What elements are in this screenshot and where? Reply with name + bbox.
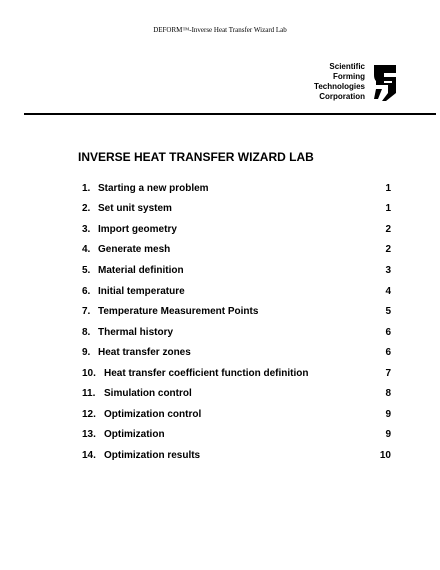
- toc-page-number: 5: [385, 306, 391, 318]
- toc-number: 9.: [82, 347, 91, 359]
- toc-page-number: 10: [379, 449, 391, 461]
- toc-page-number: 2: [385, 244, 391, 256]
- company-name-line: Corporation: [319, 92, 365, 101]
- toc-page-number: 1: [385, 182, 391, 194]
- toc-number: 12.: [82, 408, 96, 420]
- toc-label: Optimization results: [104, 449, 201, 461]
- toc-entry: [82, 404, 391, 425]
- toc-label: Temperature Measurement Points: [98, 306, 259, 318]
- toc-number: 11.: [82, 388, 96, 400]
- toc-page-number: 6: [385, 347, 391, 359]
- toc-entry: [82, 363, 391, 384]
- toc-label: Optimization control: [104, 408, 202, 420]
- toc-label: Material definition: [98, 264, 184, 276]
- toc-number: 10.: [82, 367, 96, 379]
- toc-label: Optimization: [104, 429, 165, 441]
- toc-entry: [82, 281, 391, 302]
- toc-entry: [82, 260, 391, 281]
- toc-number: 2.: [82, 203, 91, 215]
- toc-entry: [82, 219, 391, 240]
- toc-entry: [82, 178, 391, 199]
- company-logo: [300, 60, 400, 108]
- toc-label: Generate mesh: [98, 244, 171, 256]
- sftc-s-logo-icon: [372, 63, 398, 103]
- toc-number: 4.: [82, 244, 91, 256]
- toc-entry: [82, 199, 391, 220]
- toc-number: 3.: [82, 223, 91, 235]
- toc-page-number: 9: [385, 429, 391, 441]
- toc-page-number: 7: [385, 367, 391, 379]
- toc-label: Initial temperature: [98, 285, 185, 297]
- toc-number: 14.: [82, 449, 96, 461]
- running-header: DEFORM™-Inverse Heat Transfer Wizard Lab: [153, 26, 287, 34]
- company-name-line: Forming: [333, 72, 365, 81]
- toc-label: Heat transfer coefficient function definition: [104, 367, 309, 379]
- toc-entry: [82, 342, 391, 363]
- toc-number: 8.: [82, 326, 91, 338]
- header-divider: [24, 113, 436, 115]
- toc-number: 7.: [82, 306, 91, 318]
- toc-entry: [82, 425, 391, 446]
- toc-number: 5.: [82, 264, 91, 276]
- toc-page-number: 3: [385, 264, 391, 276]
- toc-entry: [82, 383, 391, 404]
- toc-label: Import geometry: [98, 223, 177, 235]
- toc-page-number: 6: [385, 326, 391, 338]
- toc-page-number: 9: [385, 408, 391, 420]
- toc-entry: [82, 322, 391, 343]
- toc-entry: [82, 445, 391, 466]
- toc-label: Thermal history: [98, 326, 174, 338]
- toc-entry: [82, 301, 391, 322]
- toc-entry: [82, 240, 391, 261]
- toc-number: 13.: [82, 429, 96, 441]
- toc-label: Starting a new problem: [98, 182, 209, 194]
- document-title: INVERSE HEAT TRANSFER WIZARD LAB: [78, 150, 314, 164]
- toc-number: 6.: [82, 285, 91, 297]
- company-name-line: Technologies: [314, 82, 365, 91]
- toc-page-number: 1: [385, 203, 391, 215]
- toc-label: Heat transfer zones: [98, 347, 191, 359]
- table-of-contents: [82, 178, 391, 466]
- company-name: [314, 62, 365, 102]
- toc-number: 1.: [82, 182, 91, 194]
- toc-label: Simulation control: [104, 388, 192, 400]
- toc-page-number: 2: [385, 223, 391, 235]
- company-name-line: Scientific: [329, 62, 365, 71]
- toc-label: Set unit system: [98, 203, 172, 215]
- toc-page-number: 4: [385, 285, 391, 297]
- toc-page-number: 8: [385, 388, 391, 400]
